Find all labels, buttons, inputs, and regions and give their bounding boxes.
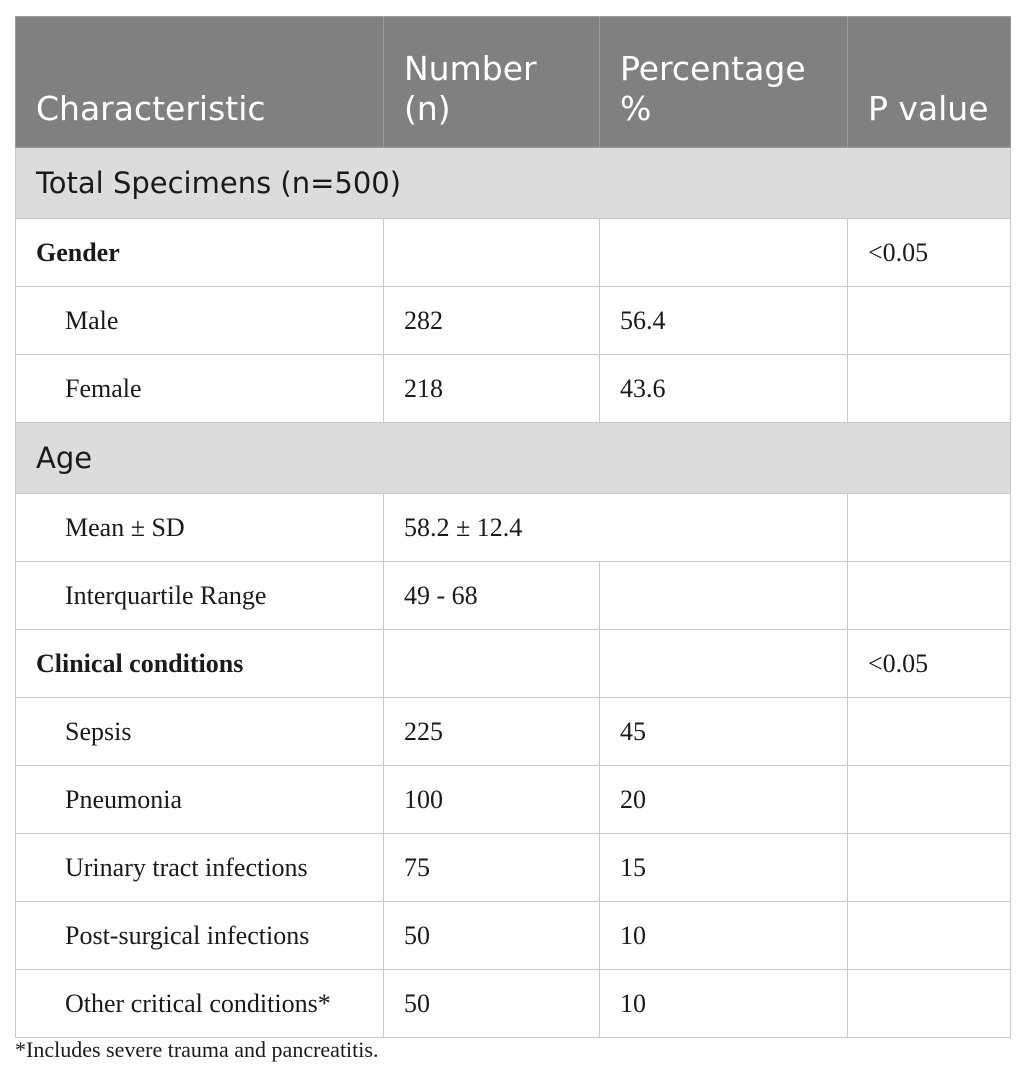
cell-percentage bbox=[600, 630, 848, 698]
table-row bbox=[16, 970, 1011, 1038]
cell-percentage bbox=[600, 562, 848, 630]
row-label: Pneumonia bbox=[16, 766, 384, 834]
row-label: Gender bbox=[16, 219, 384, 287]
cell-number bbox=[384, 630, 600, 698]
header-percentage: Percentage % bbox=[600, 17, 848, 148]
cell-percentage: 10 bbox=[600, 902, 848, 970]
table-row-male bbox=[16, 287, 1011, 355]
row-label: Urinary tract infections bbox=[16, 834, 384, 902]
table-row-female bbox=[16, 355, 1011, 423]
section-age bbox=[16, 423, 1011, 494]
header-characteristic: Characteristic bbox=[16, 17, 384, 148]
table-row-iqr bbox=[16, 562, 1011, 630]
cell-number: 282 bbox=[384, 287, 600, 355]
characteristics-table bbox=[15, 16, 1011, 1038]
cell-number: 225 bbox=[384, 698, 600, 766]
row-label: Female bbox=[16, 355, 384, 423]
cell-value: 58.2 ± 12.4 bbox=[384, 494, 848, 562]
cell-percentage: 15 bbox=[600, 834, 848, 902]
cell-number: 218 bbox=[384, 355, 600, 423]
row-label: Interquartile Range bbox=[16, 562, 384, 630]
header-row bbox=[16, 17, 1011, 148]
row-label: Male bbox=[16, 287, 384, 355]
row-label: Sepsis bbox=[16, 698, 384, 766]
header-p-value: P value bbox=[848, 17, 1011, 148]
cell-percentage: 56.4 bbox=[600, 287, 848, 355]
row-label: Mean ± SD bbox=[16, 494, 384, 562]
cell-percentage bbox=[600, 219, 848, 287]
cell-p-value bbox=[848, 698, 1011, 766]
table-row-mean-sd bbox=[16, 494, 1011, 562]
table-row bbox=[16, 902, 1011, 970]
section-label: Age bbox=[16, 423, 1011, 494]
table-row bbox=[16, 834, 1011, 902]
cell-number bbox=[384, 219, 600, 287]
cell-number: 50 bbox=[384, 970, 600, 1038]
cell-p-value bbox=[848, 562, 1011, 630]
cell-value: 49 - 68 bbox=[384, 562, 600, 630]
cell-p-value bbox=[848, 902, 1011, 970]
table-row bbox=[16, 698, 1011, 766]
table-row-clinical-conditions bbox=[16, 630, 1011, 698]
cell-p-value bbox=[848, 834, 1011, 902]
cell-percentage: 20 bbox=[600, 766, 848, 834]
cell-p-value bbox=[848, 970, 1011, 1038]
cell-p-value bbox=[848, 287, 1011, 355]
cell-p-value: <0.05 bbox=[848, 630, 1011, 698]
cell-percentage: 45 bbox=[600, 698, 848, 766]
cell-p-value bbox=[848, 766, 1011, 834]
cell-percentage: 43.6 bbox=[600, 355, 848, 423]
section-total-specimens bbox=[16, 148, 1011, 219]
header-number: Number (n) bbox=[384, 17, 600, 148]
row-label: Post-surgical infections bbox=[16, 902, 384, 970]
cell-number: 100 bbox=[384, 766, 600, 834]
cell-percentage: 10 bbox=[600, 970, 848, 1038]
cell-number: 75 bbox=[384, 834, 600, 902]
table-footnote: *Includes severe trauma and pancreatitis. bbox=[15, 1037, 379, 1062]
cell-number: 50 bbox=[384, 902, 600, 970]
cell-p-value bbox=[848, 494, 1011, 562]
section-label: Total Specimens (n=500) bbox=[16, 148, 1011, 219]
cell-p-value: <0.05 bbox=[848, 219, 1011, 287]
table-row bbox=[16, 766, 1011, 834]
table-row-gender bbox=[16, 219, 1011, 287]
row-label: Other critical conditions* bbox=[16, 970, 384, 1038]
cell-p-value bbox=[848, 355, 1011, 423]
row-label: Clinical conditions bbox=[16, 630, 384, 698]
